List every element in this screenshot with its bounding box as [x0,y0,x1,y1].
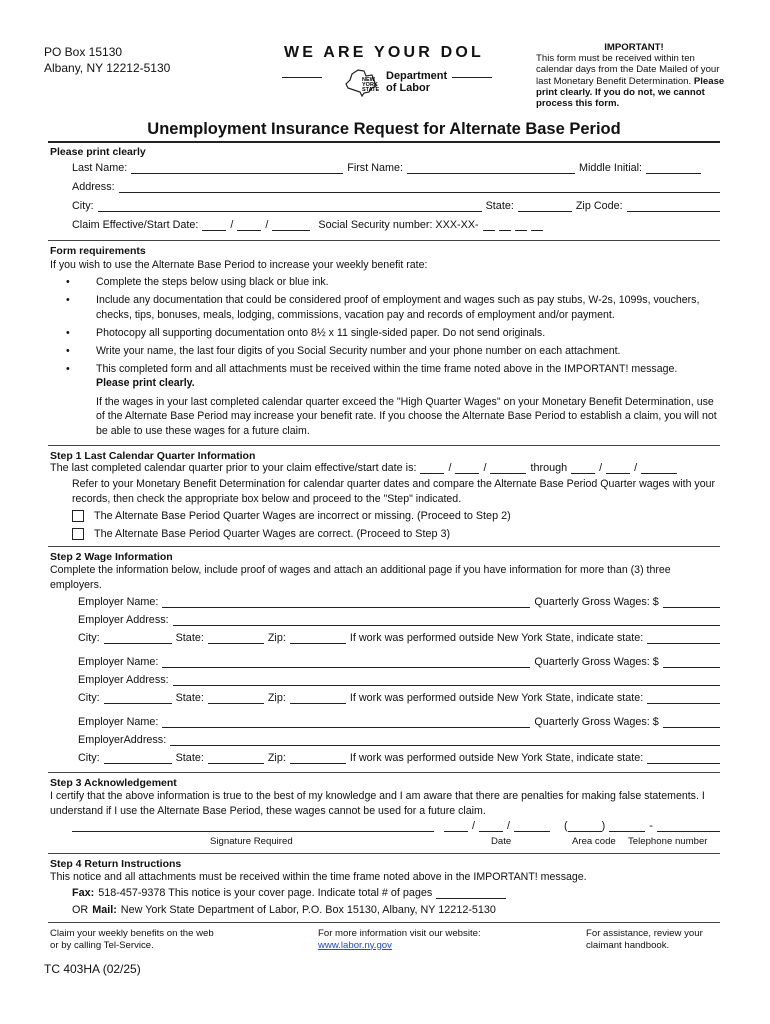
ny-state-outline-icon [342,68,382,98]
return-address [44,44,170,76]
step1-instructions: Refer to your Monetary Benefit Determination for calendar quarter dates and compare the Alternate Base Period Quarter wages with your records, then check the appropriate box below and proceed to the "Step" indicated. [72,478,716,505]
quarter-end-month[interactable] [571,462,595,474]
employer1-zip-field[interactable] [290,632,346,644]
state-field[interactable] [518,200,572,212]
zip-label: Zip Code: [575,200,623,212]
sign-day-field[interactable] [479,820,503,832]
employer2-city-row [78,692,720,704]
employer-address-label: Employer Address: [78,674,169,686]
employer1-city-row [78,632,720,644]
outside-ny-label: If work was performed outside New York State, indicate state: [349,752,644,764]
gross-wages-label: Quarterly Gross Wages: $ [534,656,659,668]
name-row [72,162,720,174]
mail-prefix: OR [72,904,89,916]
city-label: City: [78,632,100,644]
divider [48,922,720,923]
divider [48,546,720,547]
step1-quarter-row: The last completed calendar quarter prior to your claim effective/start date is: / / through / / [50,462,681,474]
step2-intro: Complete the information below, include proof of wages and attach an additional page if you have information for more than (3) three employers. [50,564,671,591]
labor-website-link[interactable]: www.labor.ny.gov [318,939,392,951]
address-line-1: PO Box 15130 [44,45,123,59]
claim-date-row: Claim Effective/Start Date: / / Social Security number: XXX-XX- [72,219,720,231]
employer2-name-row [78,656,720,668]
quarter-end-year[interactable] [641,462,677,474]
employer2-address-field[interactable] [173,674,720,686]
quarter-start-day[interactable] [455,462,479,474]
city-row [72,200,720,212]
city-label: City: [78,692,100,704]
claim-month-field[interactable] [202,219,226,231]
wages-correct-checkbox[interactable] [72,528,84,540]
ssn-digit-2[interactable] [499,219,511,231]
employer1-address-row [78,614,720,626]
option-correct-row [72,528,450,540]
quarter-start-month[interactable] [420,462,444,474]
area-code-caption: Area code [572,836,616,847]
first-name-field[interactable] [407,162,575,174]
address-field[interactable] [119,181,720,193]
step3-text: I certify that the above information is true to the best of my knowledge and I am aware that there are penalties for making false statements. I understand if I use the Alternate Base Period, these wages cannot be used for a future claim. [50,790,705,817]
claim-year-field[interactable] [272,219,310,231]
list-item: • Write your name, the last four digits of you Social Security number and your phone number on each attachment. [66,344,621,357]
employer-address-label: Employer Address: [78,614,169,626]
list-item: • Complete the steps below using black or blue ink. [66,276,329,288]
step1-heading: Step 1 Last Calendar Quarter Information [50,450,256,462]
employer3-address-field[interactable] [170,734,720,746]
high-quarter-note: If the wages in your last completed calendar quarter exceed the "High Quarter Wages" on your Monetary Benefit Determination, use of the Alternate Base Period may increase your benefit rate. If you choose the Alternate Base Period to establish a claim, you will not be able to use these wages for a future claim. [96,395,717,437]
employer1-wages-field[interactable] [663,596,720,608]
signature-row: / / ( ) - [72,820,720,832]
employer2-address-row [78,674,720,686]
gross-wages-label: Quarterly Gross Wages: $ [534,716,659,728]
employer-name-label: Employer Name: [78,596,159,608]
city-label: City: [78,752,100,764]
option-incorrect-label: The Alternate Base Period Quarter Wages are incorrect or missing. (Proceed to Step 2) [94,510,511,522]
list-item: • This completed form and all attachments must be received within the time frame noted above in the IMPORTANT! message. [66,362,678,375]
total-pages-field[interactable] [436,887,506,899]
employer3-name-row [78,716,720,728]
mail-label: Mail: [92,904,117,916]
requirements-list [66,275,720,438]
divider [48,772,720,773]
employer2-city-field[interactable] [104,692,172,704]
claim-date-label: Claim Effective/Start Date: [72,219,199,231]
employer2-zip-field[interactable] [290,692,346,704]
bullet-text: Write your name, the last four digits of you Social Security number and your phone number on each attachment. [96,344,621,357]
important-bold: Please print clearly. If you do not, we cannot process this form. [536,75,725,110]
employer1-other-state-field[interactable] [647,632,720,644]
quarter-start-year[interactable] [490,462,526,474]
date-caption: Date [491,836,512,847]
employer-address-label: EmployerAddress: [78,734,167,746]
state-label: State: [175,632,204,644]
step1-line1: The last completed calendar quarter prior to your claim effective/start date is: [50,462,417,474]
sign-year-field[interactable] [514,820,550,832]
area-code-field[interactable] [568,820,602,832]
address-label: Address: [72,181,115,193]
ssn-digit-1[interactable] [483,219,495,231]
employer2-state-field[interactable] [208,692,264,704]
bullet-text: Include any documentation that could be considered proof of employment and wages such as pay stubs, W-2s, 1099s, vouchers, checks, tips, bonuses, meals, lodging, commissions, vacation pay and records of employment and/or payment. [96,294,700,321]
print-clearly-heading: Please print clearly [50,146,146,158]
bullet-text: Photocopy all supporting documentation onto 8½ x 11 single-sided paper. Do not send originals. [96,326,546,339]
phone-line-field[interactable] [657,820,720,832]
footer-website-text: For more information visit our website: [318,928,481,939]
dept-name [386,70,447,94]
gross-wages-label: Quarterly Gross Wages: $ [534,596,659,608]
employer1-city-field[interactable] [104,632,172,644]
employer-name-label: Employer Name: [78,716,159,728]
dept-line-2: of Labor [386,82,430,94]
divider [48,445,720,446]
mail-text: New York State Department of Labor, P.O. Box 15130, Albany, NY 12212-5130 [120,904,496,916]
employer3-city-field[interactable] [104,752,172,764]
employer3-city-row [78,752,720,764]
ny-logo-text-2: YORK [362,82,378,88]
ssn-label: Social Security number: XXX-XX- [318,219,479,231]
dol-banner: WE ARE YOUR DOL [283,44,484,61]
bullet-text: This completed form and all attachments must be received within the time frame noted above in the IMPORTANT! message. [96,362,678,375]
dept-line-1: Department [386,70,448,82]
ssn-digit-4[interactable] [531,219,543,231]
employer-name-label: Employer Name: [78,656,159,668]
city-label: City: [72,200,94,212]
footer-handbook-info: For assistance, review your claimant handbook. [586,928,703,951]
employer1-name-row [78,596,720,608]
state-label: State: [175,752,204,764]
first-name-label: First Name: [347,162,404,174]
sign-month-field[interactable] [444,820,468,832]
step2-heading: Step 2 Wage Information [50,551,173,563]
city-field[interactable] [98,200,482,212]
claim-day-field[interactable] [237,219,261,231]
employer3-address-row [78,734,720,746]
signature-caption: Signature Required [210,836,293,847]
zip-label: Zip: [267,752,286,764]
fax-label: Fax: [72,887,95,899]
middle-initial-field[interactable] [646,162,701,174]
address-line-2: Albany, NY 12212-5130 [44,61,171,75]
last-name-label: Last Name: [72,162,128,174]
outside-ny-label: If work was performed outside New York State, indicate state: [349,632,644,644]
footer-website-info [318,928,488,951]
important-title: IMPORTANT! [604,42,664,53]
step3-heading: Step 3 Acknowledgement [50,777,177,789]
requirements-heading: Form requirements [50,245,146,257]
form-title: Unemployment Insurance Request for Alternate Base Period [147,120,621,138]
middle-initial-label: Middle Initial: [579,162,643,174]
telephone-caption: Telephone number [628,836,708,847]
list-item: • Photocopy all supporting documentation onto 8½ x 11 single-sided paper. Do not send originals. [66,326,546,339]
step4-heading: Step 4 Return Instructions [50,858,182,870]
employer3-name-field[interactable] [162,716,530,728]
employer2-name-field[interactable] [162,656,530,668]
ssn-digit-3[interactable] [515,219,527,231]
address-row [72,181,720,193]
last-name-field[interactable] [131,162,343,174]
option-correct-label: The Alternate Base Period Quarter Wages are correct. (Proceed to Step 3) [94,528,451,540]
phone-prefix-field[interactable] [609,820,645,832]
employer1-name-field[interactable] [162,596,530,608]
employer3-wages-field[interactable] [663,716,720,728]
mail-row [72,904,496,916]
quarter-end-day[interactable] [606,462,630,474]
employer2-wages-field[interactable] [663,656,720,668]
print-clearly-note: Please print clearly. [96,377,195,389]
important-body: This form must be received within ten calendar days from the Date Mailed of your last Monetary Benefit Determination. [536,53,720,87]
zip-label: Zip: [267,632,286,644]
footer-claim-info: Claim your weekly benefits on the web or by calling Tel-Service. [50,928,214,951]
zip-label: Zip: [267,692,286,704]
form-code: TC 403HA (02/25) [44,962,141,976]
ny-logo-text-1: NEW [362,77,375,83]
state-label: State: [485,200,514,212]
bullet-text: Complete the steps below using black or blue ink. [96,276,329,288]
requirements-intro: If you wish to use the Alternate Base Period to increase your weekly benefit rate: [50,259,428,271]
ny-logo-text-3: STATE [362,87,380,93]
employer3-other-state-field[interactable] [647,752,720,764]
state-label: State: [175,692,204,704]
fax-text: 518-457-9378 This notice is your cover page. Indicate total # of pages [98,887,433,899]
step4-text: This notice and all attachments must be received within the time frame noted above in the IMPORTANT! message. [50,871,587,883]
option-incorrect-row [72,510,511,522]
divider [48,853,720,854]
employer2-other-state-field[interactable] [647,692,720,704]
wages-incorrect-checkbox[interactable] [72,510,84,522]
employer1-state-field[interactable] [208,632,264,644]
outside-ny-label: If work was performed outside New York State, indicate state: [349,692,644,704]
nys-dol-logo [282,66,492,102]
employer3-zip-field[interactable] [290,752,346,764]
signature-field[interactable] [72,820,434,832]
title-divider [48,141,720,143]
employer1-address-field[interactable] [173,614,720,626]
fax-row [72,887,510,899]
divider [48,240,720,241]
important-notice [536,42,732,109]
employer3-state-field[interactable] [208,752,264,764]
list-item: • Include any documentation that could be considered proof of employment and wages such as pay stubs, W-2s, 1099s, vouchers, checks, tips, bonuses, meals, lodging, commissions, vacation pay and records of employment and/or payment. [66,293,720,322]
through-label: through [530,462,568,474]
zip-field[interactable] [627,200,720,212]
